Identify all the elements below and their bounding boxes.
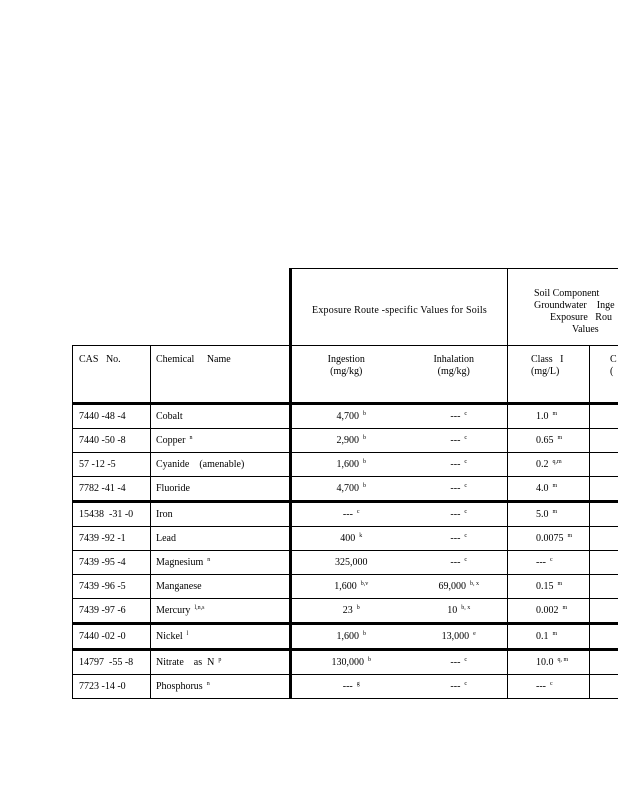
ingestion-cell-value: 130,000: [331, 656, 364, 668]
chemical-name-cell: [151, 477, 291, 502]
class-i-cell-value: 0.002: [536, 604, 559, 616]
inhalation-cell: [401, 527, 508, 551]
footnote-marker: q, m: [557, 656, 569, 663]
class-ii-unit: (: [610, 366, 614, 377]
footnote-marker: m: [552, 482, 558, 489]
inhalation-cell-value: 69,000: [438, 580, 466, 592]
col-header-inhalation: [401, 346, 508, 404]
class-ii-cell: [590, 650, 618, 675]
cas-cell-value: 14797 -55 -8: [79, 656, 134, 668]
footnote-marker: b,v: [360, 580, 369, 587]
ingestion-cell: [291, 453, 401, 477]
class-ii-cell: [590, 599, 618, 624]
ingestion-cell-value: 325,000: [335, 556, 368, 568]
ingestion-cell-value: 1,600: [336, 630, 359, 642]
group-header-row: [73, 269, 618, 346]
group2-line1: Soil Component: [534, 288, 600, 299]
footnote-marker: b: [363, 434, 366, 441]
class-i-cell-value: 0.65: [536, 434, 554, 446]
ingestion-cell: [291, 650, 401, 675]
chemical-name-cell-value: Manganese: [156, 580, 202, 592]
class-i-cell: [508, 502, 590, 527]
inhalation-cell: [401, 477, 508, 502]
ingestion-cell: [291, 502, 401, 527]
col-header-chemical-name: Chemical Name: [151, 346, 291, 404]
ingestion-cell: [291, 551, 401, 575]
class-i-cell: [508, 429, 590, 453]
footnote-marker: m: [557, 580, 563, 587]
cas-cell: [73, 551, 151, 575]
cas-cell-value: 7439 -97 -6: [79, 604, 126, 616]
chemical-name-cell: [151, 599, 291, 624]
footnote-marker: c: [464, 508, 468, 515]
cas-cell-value: 7439 -95 -4: [79, 556, 126, 568]
inhalation-cell-value: ---: [450, 532, 461, 544]
footnote-marker: k: [359, 532, 363, 539]
cas-cell-value: 7439 -96 -5: [79, 580, 126, 592]
ingestion-cell-value: 400: [340, 532, 356, 544]
cas-cell: [73, 477, 151, 502]
class-ii-label: C: [610, 354, 617, 365]
class-i-cell: [508, 599, 590, 624]
footnote-marker: c: [464, 556, 468, 563]
ingestion-cell-value: 1,600: [334, 580, 357, 592]
cas-cell-value: 57 -12 -5: [79, 458, 116, 470]
inhalation-cell: [401, 624, 508, 650]
group2-line3: Exposure Rou: [550, 312, 612, 323]
ingestion-cell: [291, 575, 401, 599]
inhalation-cell-value: ---: [450, 508, 461, 520]
footnote-marker: g: [356, 680, 360, 687]
footnote-marker: m: [567, 532, 573, 539]
class-i-cell-value: 0.1: [536, 630, 549, 642]
footnote-marker: m: [557, 434, 563, 441]
cas-cell: [73, 575, 151, 599]
table-row: [73, 599, 618, 624]
class-ii-cell: [590, 575, 618, 599]
class-ii-cell: [590, 453, 618, 477]
cas-cell-value: 7782 -41 -4: [79, 482, 126, 494]
footnote-marker: m: [562, 604, 568, 611]
footnote-marker: m: [552, 630, 558, 637]
cas-cell-value: 7723 -14 -0: [79, 680, 126, 692]
footnote-marker: l: [186, 630, 189, 637]
table-row: [73, 624, 618, 650]
chemical-name-cell-value: Mercury: [156, 604, 191, 616]
ingestion-cell-value: 4,700: [336, 482, 359, 494]
class-i-cell: [508, 551, 590, 575]
cas-cell-value: 7440 -02 -0: [79, 630, 126, 642]
footnote-marker: c: [464, 680, 468, 687]
class-i-cell-value: 0.15: [536, 580, 554, 592]
class-i-cell: [508, 453, 590, 477]
inhalation-unit: (mg/kg): [437, 366, 470, 377]
class-i-cell-value: 0.0075: [536, 532, 564, 544]
inhalation-label: Inhalation: [433, 354, 475, 365]
inhalation-cell-value: ---: [450, 458, 461, 470]
class-i-cell-value: 10.0: [536, 656, 554, 668]
footnote-marker: m: [552, 410, 558, 417]
inhalation-cell: [401, 650, 508, 675]
footnote-marker: m: [552, 508, 558, 515]
class-ii-cell: [590, 404, 618, 429]
chemical-name-cell-value: Nickel: [156, 630, 183, 642]
table-body: [73, 404, 618, 699]
soil-remediation-table: [72, 268, 618, 699]
table-row: [73, 453, 618, 477]
class-ii-cell: [590, 551, 618, 575]
class-ii-cell: [590, 429, 618, 453]
class-i-cell: [508, 650, 590, 675]
table-row: [73, 502, 618, 527]
chemical-name-cell-value: Cobalt: [156, 410, 183, 422]
table-row: [73, 575, 618, 599]
ingestion-cell: [291, 404, 401, 429]
cas-cell: [73, 650, 151, 675]
table-row: [73, 675, 618, 699]
class-i-label: Class I: [531, 354, 564, 365]
inhalation-cell-value: ---: [450, 482, 461, 494]
class-ii-cell: [590, 624, 618, 650]
group2-line2: Groundwater Inge: [534, 300, 615, 311]
col-header-class-ii: [590, 346, 618, 404]
class-i-cell-value: 1.0: [536, 410, 549, 422]
table-row: [73, 551, 618, 575]
inhalation-cell: [401, 429, 508, 453]
chemical-name-cell: [151, 624, 291, 650]
ingestion-label: Ingestion: [327, 354, 365, 365]
footnote-marker: b: [363, 630, 366, 637]
class-i-cell-value: ---: [536, 680, 546, 692]
footnote-marker: c: [464, 410, 468, 417]
column-header-row: [73, 346, 618, 404]
chemical-name-cell: [151, 575, 291, 599]
chemical-name-cell: [151, 502, 291, 527]
footnote-marker: e: [473, 630, 476, 637]
footnote-marker: c: [464, 532, 468, 539]
cas-cell: [73, 599, 151, 624]
class-ii-cell: [590, 527, 618, 551]
inhalation-cell-value: ---: [450, 434, 461, 446]
chemical-name-cell: [151, 675, 291, 699]
class-ii-cell: [590, 675, 618, 699]
class-ii-cell: [590, 502, 618, 527]
col-header-ingestion: [291, 346, 401, 404]
inhalation-cell: [401, 502, 508, 527]
chemical-name-cell-value: Fluoride: [156, 482, 190, 494]
chemical-name-cell-value: Phosphorus: [156, 680, 203, 692]
ingestion-cell-value: ---: [342, 680, 353, 692]
class-i-cell: [508, 624, 590, 650]
inhalation-cell-value: ---: [450, 410, 461, 422]
footnote-marker: c: [550, 556, 553, 563]
inhalation-cell-value: ---: [450, 680, 461, 692]
ingestion-unit: (mg/kg): [330, 366, 363, 377]
inhalation-cell: [401, 551, 508, 575]
class-i-cell: [508, 527, 590, 551]
class-i-cell-value: 4.0: [536, 482, 549, 494]
ingestion-cell: [291, 624, 401, 650]
footnote-marker: c: [464, 482, 468, 489]
chemical-name-cell-value: Lead: [156, 532, 176, 544]
group2-line4: Values: [572, 324, 599, 335]
footnote-marker: l,n,s: [194, 604, 205, 611]
cas-cell: [73, 527, 151, 551]
cas-cell-value: 7440 -48 -4: [79, 410, 126, 422]
ingestion-cell-value: 23: [342, 604, 353, 616]
class-i-cell-value: 0.2: [536, 458, 549, 470]
ingestion-cell-value: ---: [342, 508, 353, 520]
cas-cell: [73, 404, 151, 429]
chemical-name-cell: [151, 551, 291, 575]
ingestion-cell: [291, 527, 401, 551]
chemical-name-cell: [151, 404, 291, 429]
footnote-marker: p: [218, 656, 222, 663]
class-i-cell-value: 5.0: [536, 508, 549, 520]
ingestion-cell-value: 1,600: [336, 458, 359, 470]
footnote-marker: q,m: [552, 458, 562, 465]
footnote-marker: c: [356, 508, 360, 515]
ingestion-cell: [291, 477, 401, 502]
ingestion-cell-value: 2,900: [336, 434, 359, 446]
cas-cell: [73, 453, 151, 477]
ingestion-cell: [291, 429, 401, 453]
class-i-cell-value: ---: [536, 556, 546, 568]
table-row: [73, 477, 618, 502]
cas-cell-value: 7439 -92 -1: [79, 532, 126, 544]
chemical-name-cell: [151, 429, 291, 453]
ingestion-cell: [291, 675, 401, 699]
footnote-marker: c: [464, 434, 468, 441]
inhalation-cell-value: 10: [447, 604, 458, 616]
cas-cell: [73, 675, 151, 699]
footnote-marker: b, x: [461, 604, 471, 611]
inhalation-cell: [401, 599, 508, 624]
class-i-cell: [508, 477, 590, 502]
chemical-name-cell: [151, 527, 291, 551]
footnote-marker: b: [368, 656, 371, 663]
chemical-name-cell: [151, 650, 291, 675]
footnote-marker: n: [207, 556, 211, 563]
class-i-cell: [508, 575, 590, 599]
inhalation-cell: [401, 675, 508, 699]
footnote-marker: n: [206, 680, 210, 687]
inhalation-cell-value: ---: [450, 656, 461, 668]
cas-cell: [73, 502, 151, 527]
col-header-cas: CAS No.: [73, 346, 151, 404]
class-i-unit: (mg/L): [531, 366, 560, 377]
chemical-name-cell: [151, 453, 291, 477]
footnote-marker: n: [189, 434, 193, 441]
footnote-marker: c: [464, 458, 468, 465]
inhalation-cell: [401, 575, 508, 599]
table-row: [73, 650, 618, 675]
inhalation-cell-value: 13,000: [441, 630, 470, 642]
chemical-name-cell-value: Iron: [156, 508, 173, 520]
class-i-cell: [508, 675, 590, 699]
chemical-name-cell-value: Magnesium: [156, 556, 204, 568]
ingestion-cell: [291, 599, 401, 624]
table-row: [73, 527, 618, 551]
footnote-marker: b: [363, 482, 366, 489]
footnote-marker: c: [464, 656, 468, 663]
chemical-name-cell-value: Copper: [156, 434, 186, 446]
cas-cell-value: 15438 -31 -0: [79, 508, 134, 520]
inhalation-cell: [401, 453, 508, 477]
inhalation-cell-value: ---: [450, 556, 461, 568]
group-header-soil-component: [508, 269, 618, 346]
cas-cell: [73, 624, 151, 650]
inhalation-cell: [401, 404, 508, 429]
footnote-marker: b: [363, 458, 366, 465]
footnote-marker: b, x: [470, 580, 479, 587]
table-row: [73, 404, 618, 429]
chemical-name-cell-value: Nitrate as N: [156, 656, 215, 668]
class-ii-cell: [590, 477, 618, 502]
cas-cell-value: 7440 -50 -8: [79, 434, 126, 446]
cas-cell: [73, 429, 151, 453]
group-header-exposure-route: Exposure Route -specific Values for Soils: [291, 269, 508, 346]
ingestion-cell-value: 4,700: [336, 410, 359, 422]
table-row: [73, 429, 618, 453]
col-header-class-i: [508, 346, 590, 404]
footnote-marker: b: [356, 604, 360, 611]
chemical-name-cell-value: Cyanide (amenable): [156, 458, 245, 470]
class-i-cell: [508, 404, 590, 429]
footnote-marker: c: [550, 680, 553, 687]
footnote-marker: b: [363, 410, 366, 417]
